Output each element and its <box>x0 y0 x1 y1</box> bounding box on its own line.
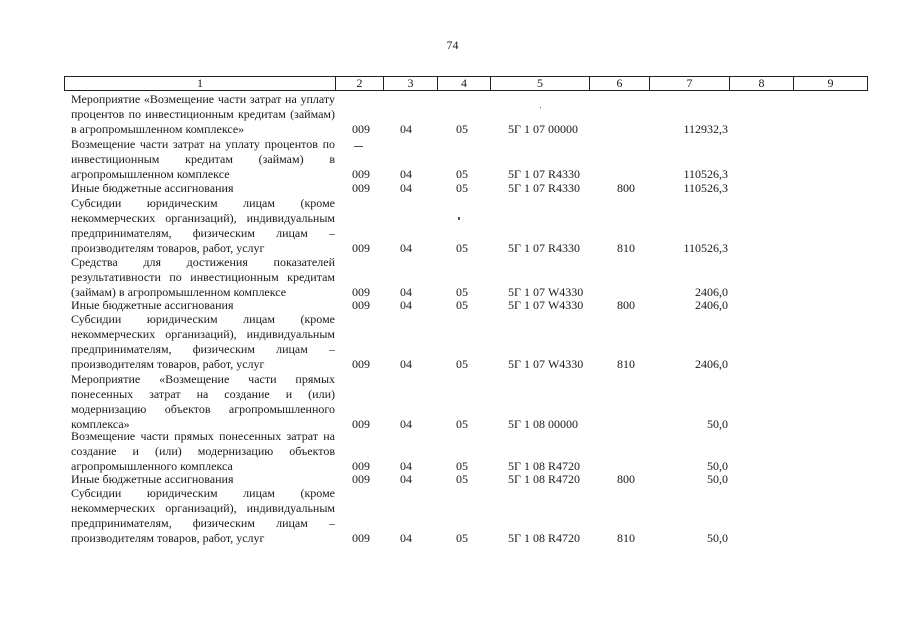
cell-subsection: 05 <box>456 459 468 473</box>
cell-ministry: 009 <box>352 417 370 431</box>
cell-section: 04 <box>400 167 412 181</box>
cell-target-article: 5Г 1 08 R4720 <box>508 531 580 545</box>
cell-target-article: 5Г 1 07 00000 <box>508 122 578 136</box>
cell-subsection: 05 <box>456 298 468 312</box>
cell-ministry: 009 <box>352 181 370 195</box>
cell-section: 04 <box>400 531 412 545</box>
cell-expense-type: 800 <box>617 472 635 486</box>
cell-ministry: 009 <box>352 241 370 255</box>
cell-section: 04 <box>400 357 412 371</box>
cell-target-article: 5Г 1 08 R4720 <box>508 459 580 473</box>
header-col-5: 5 <box>491 77 590 91</box>
cell-target-article: 5Г 1 08 R4720 <box>508 472 580 486</box>
header-col-9: 9 <box>794 77 868 91</box>
cell-section: 04 <box>400 181 412 195</box>
cell-amount: 110526,3 <box>683 181 728 195</box>
cell-target-article: 5Г 1 07 W4330 <box>508 357 584 371</box>
cell-subsection: 05 <box>456 167 468 181</box>
cell-subsection: 05 <box>456 181 468 195</box>
cell-expense-type: 800 <box>617 181 635 195</box>
cell-target-article: 5Г 1 07 W4330 <box>508 285 584 299</box>
row-description: Иные бюджетные ассигнования <box>71 181 234 195</box>
cell-amount: 2406,0 <box>695 357 728 371</box>
cell-subsection: 05 <box>456 241 468 255</box>
header-col-7: 7 <box>650 77 730 91</box>
row-description: Мероприятие «Возмещение части затрат на уплату процентов по инвестиционным кредитам (займам) в агропромышленном комплексе» <box>71 92 335 136</box>
row-description: Возмещение части затрат на уплату процентов по инвестиционным кредитам (займам) в агропромышленном комплексе <box>71 137 335 181</box>
cell-expense-type: 810 <box>617 357 635 371</box>
cell-ministry: 009 <box>352 122 370 136</box>
scan-speck <box>458 217 460 220</box>
cell-target-article: 5Г 1 07 W4330 <box>508 298 584 312</box>
cell-amount: 50,0 <box>707 472 728 486</box>
cell-ministry: 009 <box>352 285 370 299</box>
cell-amount: 110526,3 <box>683 167 728 181</box>
table-header <box>64 76 868 91</box>
scan-speck <box>540 107 541 108</box>
cell-ministry: 009 <box>352 298 370 312</box>
cell-subsection: 05 <box>456 122 468 136</box>
header-col-3: 3 <box>384 77 438 91</box>
page-number: 74 <box>446 38 459 52</box>
cell-ministry: 009 <box>352 472 370 486</box>
cell-subsection: 05 <box>456 417 468 431</box>
cell-target-article: 5Г 1 07 R4330 <box>508 241 580 255</box>
cell-ministry: 009 <box>352 357 370 371</box>
cell-section: 04 <box>400 298 412 312</box>
cell-subsection: 05 <box>456 357 468 371</box>
header-col-2: 2 <box>336 77 384 91</box>
cell-amount: 2406,0 <box>695 285 728 299</box>
cell-ministry: 009 <box>352 167 370 181</box>
row-description: Средства для достижения показателей результативности по инвестиционным кредитам (займам) в агропромышленном комплексе <box>71 255 335 299</box>
cell-target-article: 5Г 1 08 00000 <box>508 417 578 431</box>
header-col-6: 6 <box>590 77 650 91</box>
header-col-8: 8 <box>730 77 794 91</box>
cell-ministry: 009 <box>352 531 370 545</box>
row-description: Субсидии юридическим лицам (кроме некоммерческих организаций), индивидуальным предпринимателям, физическим лицам – производителям товаров, работ, услуг <box>71 486 335 545</box>
cell-amount: 112932,3 <box>683 122 728 136</box>
cell-amount: 50,0 <box>707 459 728 473</box>
row-description: Субсидии юридическим лицам (кроме некоммерческих организаций), индивидуальным предпринимателям, физическим лицам – производителям товаров, работ, услуг <box>71 196 335 255</box>
cell-expense-type: 810 <box>617 241 635 255</box>
cell-section: 04 <box>400 417 412 431</box>
cell-section: 04 <box>400 241 412 255</box>
cell-expense-type: 800 <box>617 298 635 312</box>
cell-section: 04 <box>400 122 412 136</box>
cell-section: 04 <box>400 459 412 473</box>
cell-amount: 110526,3 <box>683 241 728 255</box>
cell-amount: 50,0 <box>707 417 728 431</box>
row-description: Иные бюджетные ассигнования <box>71 298 234 312</box>
cell-expense-type: 810 <box>617 531 635 545</box>
cell-ministry: 009 <box>352 459 370 473</box>
cell-target-article: 5Г 1 07 R4330 <box>508 181 580 195</box>
cell-section: 04 <box>400 285 412 299</box>
cell-section: 04 <box>400 472 412 486</box>
cell-amount: 2406,0 <box>695 298 728 312</box>
cell-subsection: 05 <box>456 472 468 486</box>
cell-amount: 50,0 <box>707 531 728 545</box>
row-description: Субсидии юридическим лицам (кроме некоммерческих организаций), индивидуальным предпринимателям, физическим лицам – производителям товаров, работ, услуг <box>71 312 335 371</box>
row-description: Иные бюджетные ассигнования <box>71 472 234 486</box>
cell-subsection: 05 <box>456 531 468 545</box>
scan-dash <box>354 146 363 147</box>
header-col-1: 1 <box>65 77 336 91</box>
header-col-4: 4 <box>438 77 491 91</box>
row-description: Мероприятие «Возмещение части прямых понесенных затрат на создание и (или) модернизацию объектов агропромышленного комплекса» <box>71 372 335 431</box>
cell-subsection: 05 <box>456 285 468 299</box>
cell-target-article: 5Г 1 07 R4330 <box>508 167 580 181</box>
row-description: Возмещение части прямых понесенных затрат на создание и (или) модернизацию объектов агропромышленного комплекса <box>71 429 335 473</box>
